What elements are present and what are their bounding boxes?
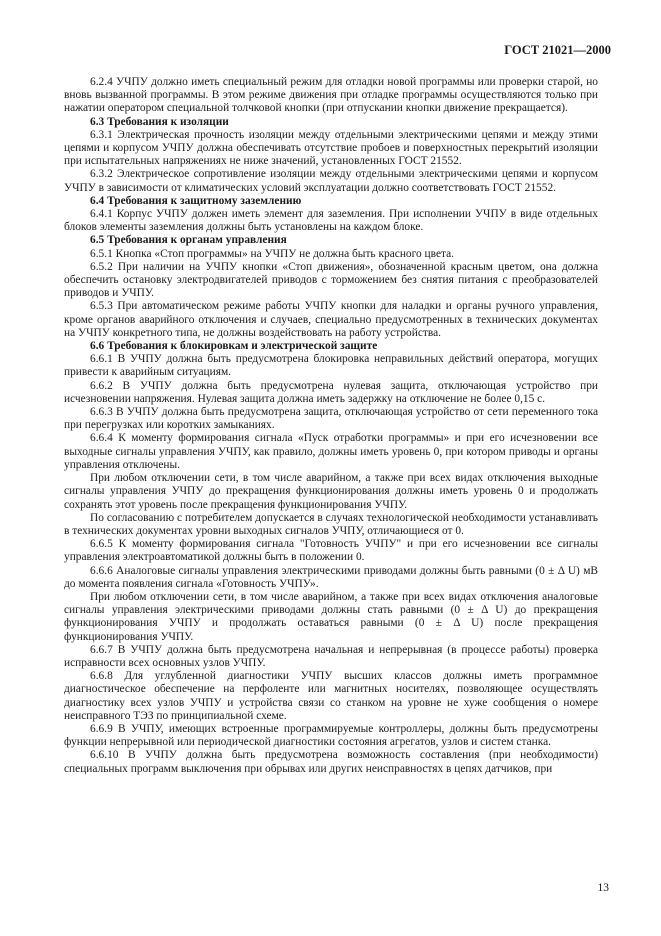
paragraph-6-4-1: 6.4.1 Корпус УЧПУ должен иметь элемент для заземления. При исполнении УЧПУ в виде отдельных блоков элементы заземления должны быть установлены на каждом блоке. [64, 208, 598, 234]
paragraph-6-5-3: 6.5.3 При автоматическом режиме работы УЧПУ кнопки для наладки и органы ручного управления, кроме органов аварийного отключения и случаев, специально предусмотренных в технических документах на УЧПУ конкретного типа, не должны воздействовать на работу устройства. [64, 300, 598, 339]
paragraph-6-5-2: 6.5.2 При наличии на УЧПУ кнопки «Стоп движения», обозначенной красным цветом, она должна обеспечить остановку электродвигателей приводов с торможением без снятия питания с преобразователей приводов и УЧПУ. [64, 260, 598, 300]
paragraph-6-5-1: 6.5.1 Кнопка «Стоп программы» на УЧПУ не должна быть красного цвета. [90, 247, 455, 260]
page-number: 13 [597, 882, 609, 894]
section-heading-6-6: 6.6 Требования к блокировкам и электрической защите [90, 340, 378, 353]
section-heading-6-5: 6.5 Требования к органам управления [90, 234, 287, 247]
paragraph-6-2-4: 6.2.4 УЧПУ должно иметь специальный режим для отладки новой программы или проверки старой, но вновь вызванной программы. В этом режиме движения при отладке программы осуществляются только при нажатии оператором специальной толчковой кнопки (при отпускании кнопки движение прекращается). [64, 76, 598, 115]
paragraph-6-6-6-continued: При любом отключении сети, в том числе аварийном, а также при всех видах отключения аналоговые сигналы управления электрическими приводами должны стать равными (0 ± Δ U) до прекращения функционирования УЧПУ и продолжать оставаться равными (0 ± Δ U) после прекращения функционирования УЧПУ. [64, 590, 598, 643]
paragraph-6-6-3: 6.6.3 В УЧПУ должна быть предусмотрена защита, отключающая устройство от сети переменного тока при перегрузках или коротких замыканиях. [64, 406, 598, 432]
paragraph-6-6-5: 6.6.5 К моменту формирования сигнала "Готовность УЧПУ" и при его исчезновении все сигналы управления электроавтоматикой должны быть в положении 0. [64, 538, 598, 564]
paragraph-6-6-10: 6.6.10 В УЧПУ должна быть предусмотрена возможность составления (при необходимости) специальных программ выключения при обрывах или других неисправностях в цепях датчиков, при [64, 749, 598, 775]
paragraph-6-6-1: 6.6.1 В УЧПУ должна быть предусмотрена блокировка неправильных действий оператора, могущих привести к аварийным ситуациям. [64, 353, 598, 379]
paragraph-6-3-1: 6.3.1 Электрическая прочность изоляции между отдельными электрическими цепями и между этими цепями и корпусом УЧПУ должна обеспечивать отсутствие пробоев и поверхностных перекрытий изоляции при испытательных напряжениях не ниже значений, установленных ГОСТ 21552. [64, 128, 598, 168]
document-body [64, 76, 598, 776]
paragraph-6-6-8: 6.6.8 Для углубленной диагностики УЧПУ высших классов должны иметь программное диагностическое обеспечение на перфоленте или магнитных носителях, позволяющее осуществлять диагностику всех узлов УЧПУ и устройства связи со станком на уровне не хуже сообщения о номере неисправного ТЭЗ по принципиальной схеме. [64, 670, 598, 722]
paragraph-6-6-2: 6.6.2 В УЧПУ должна быть предусмотрена нулевая защита, отключающая устройство при исчезновении напряжения. Нулевая защита должна иметь задержку на отключение не более 0,15 с. [64, 379, 598, 405]
paragraph-6-6-6: 6.6.6 Аналоговые сигналы управления электрическими приводами должны быть равными (0 ± Δ U) мВ до момента появления сигнала «Готовность УЧПУ». [64, 564, 598, 590]
paragraph-6-6-4-agreement: По согласованию с потребителем допускается в случаях технологической необходимости устанавливать в технических документах уровни выходных сигналов УЧПУ, отличающиеся от 0. [64, 511, 598, 537]
document-code: ГОСТ 21021—2000 [504, 43, 611, 57]
paragraph-6-6-4: 6.6.4 К моменту формирования сигнала «Пуск отработки программы» и при его исчезновении все выходные сигналы управления УЧПУ, как правило, должны иметь уровень 0, при котором приводы и органы управления отключены. [64, 432, 598, 471]
paragraph-6-6-7: 6.6.7 В УЧПУ должна быть предусмотрена начальная и непрерывная (в процессе работы) проверка исправности всех основных узлов УЧПУ. [64, 643, 598, 669]
section-heading-6-3: 6.3 Требования к изоляции [90, 115, 229, 128]
paragraph-6-3-2: 6.3.2 Электрическое сопротивление изоляции между отдельными электрическими цепями и корпусом УЧПУ в зависимости от климатических условий эксплуатации должно соответствовать ГОСТ 21552. [64, 168, 598, 194]
paragraph-6-6-4-continued: При любом отключении сети, в том числе аварийном, а также при всех видах отключения выходные сигналы управления УЧПУ до прекращения функционирования должны иметь уровень 0 и продолжать сохранять этот уровень после прекращения функционирования УЧПУ. [64, 472, 598, 511]
paragraph-6-6-9: 6.6.9 В УЧПУ, имеющих встроенные программируемые контроллеры, должны быть предусмотрены функции непрерывной или периодической диагностики состояния агрегатов, узлов и систем станка. [64, 722, 598, 749]
section-heading-6-4: 6.4 Требования к защитному заземлению [90, 194, 302, 207]
